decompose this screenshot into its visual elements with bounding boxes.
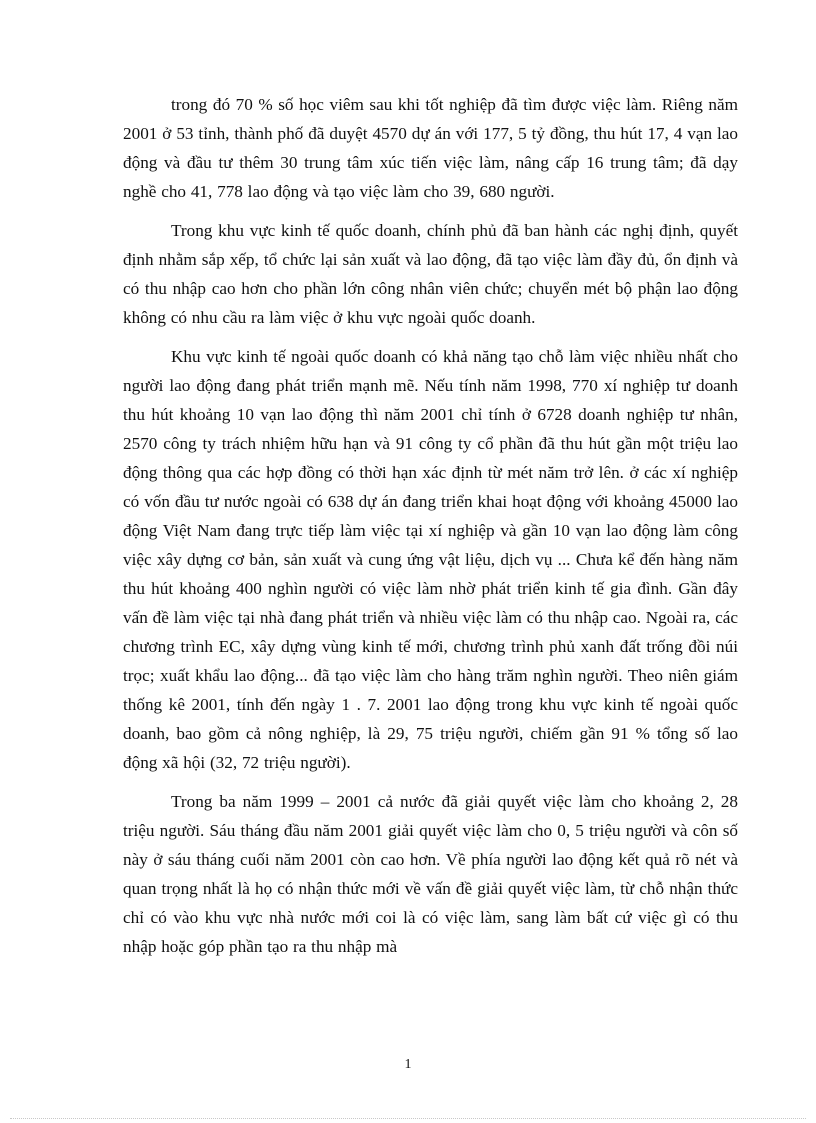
paragraph-4: Trong ba năm 1999 – 2001 cả nước đã giải quyết việc làm cho khoảng 2, 28 triệu người. Sáu tháng đầu năm 2001 giải quyết việc làm cho 0, 5 triệu người và côn số này ở sáu tháng cuối năm 2001 còn cao hơn. Về phía người lao động kết quả rõ nét và quan trọng nhất là họ có nhận thức mới về vấn đề giải quyết việc làm, từ chỗ nhận thức chỉ có vào khu vực nhà nước mới coi là có việc làm, sang làm bất cứ việc gì có thu nhập hoặc góp phần tạo ra thu nhập mà [123,792,738,956]
page-bottom-divider [10,1118,806,1119]
paragraph-3: Khu vực kinh tế ngoài quốc doanh có khả năng tạo chỗ làm việc nhiều nhất cho người lao động đang phát triển mạnh mẽ. Nếu tính năm 1998, 770 xí nghiệp tư doanh thu hút khoảng 10 vạn lao động thì năm 2001 chỉ tính ở 6728 doanh nghiệp tư nhân, 2570 công ty trách nhiệm hữu hạn và 91 công ty cổ phần đã thu hút gần một triệu lao động thông qua các hợp đồng có thời hạn xác định từ mét năm trở lên. ở các xí nghiệp có vốn đầu tư nước ngoài có 638 dự án đang triển khai hoạt động với khoảng 45000 lao động Việt Nam đang trực tiếp làm việc tại xí nghiệp và gần 10 vạn lao động làm công việc xây dựng cơ bản, sản xuất và cung ứng vật liệu, dịch vụ ... Chưa kể đến hàng năm thu hút khoảng 400 nghìn người có việc làm nhờ phát triển kinh tế gia đình. Gần đây vấn đề làm việc tại nhà đang phát triển và nhiều việc làm có thu nhập cao. Ngoài ra, các chương trình EC, xây dựng vùng kinh tế mới, chương trình phủ xanh đất trống đồi núi trọc; xuất khẩu lao động... đã tạo việc làm cho hàng trăm nghìn người. Theo niên giám thống kê 2001, tính đến ngày 1 . 7. 2001 lao động trong khu vực kinh tế ngoài quốc doanh, bao gồm cả nông nghiệp, là 29, 75 triệu người, chiếm gần 91 % tổng số lao động xã hội (32, 72 triệu người). [123,347,738,772]
page-number: 1 [404,1057,412,1072]
document-body [123,90,738,971]
paragraph-1: trong đó 70 % số học viêm sau khi tốt nghiệp đã tìm được việc làm. Riêng năm 2001 ở 53 tỉnh, thành phố đã duyệt 4570 dự án với 177, 5 tỷ đồng, thu hút 17, 4 vạn lao động và đầu tư thêm 30 trung tâm xúc tiến việc làm, nâng cấp 16 trung tâm; đã dạy nghề cho 41, 778 lao động và tạo việc làm cho 39, 680 người. [123,95,738,201]
paragraph-2: Trong khu vực kinh tế quốc doanh, chính phủ đã ban hành các nghị định, quyết định nhằm sắp xếp, tổ chức lại sản xuất và lao động, đã tạo việc làm đầy đủ, ổn định và có thu nhập cao hơn cho phần lớn công nhân viên chức; chuyển mét bộ phận lao động không có nhu cầu ra làm việc ở khu vực ngoài quốc doanh. [123,221,738,327]
